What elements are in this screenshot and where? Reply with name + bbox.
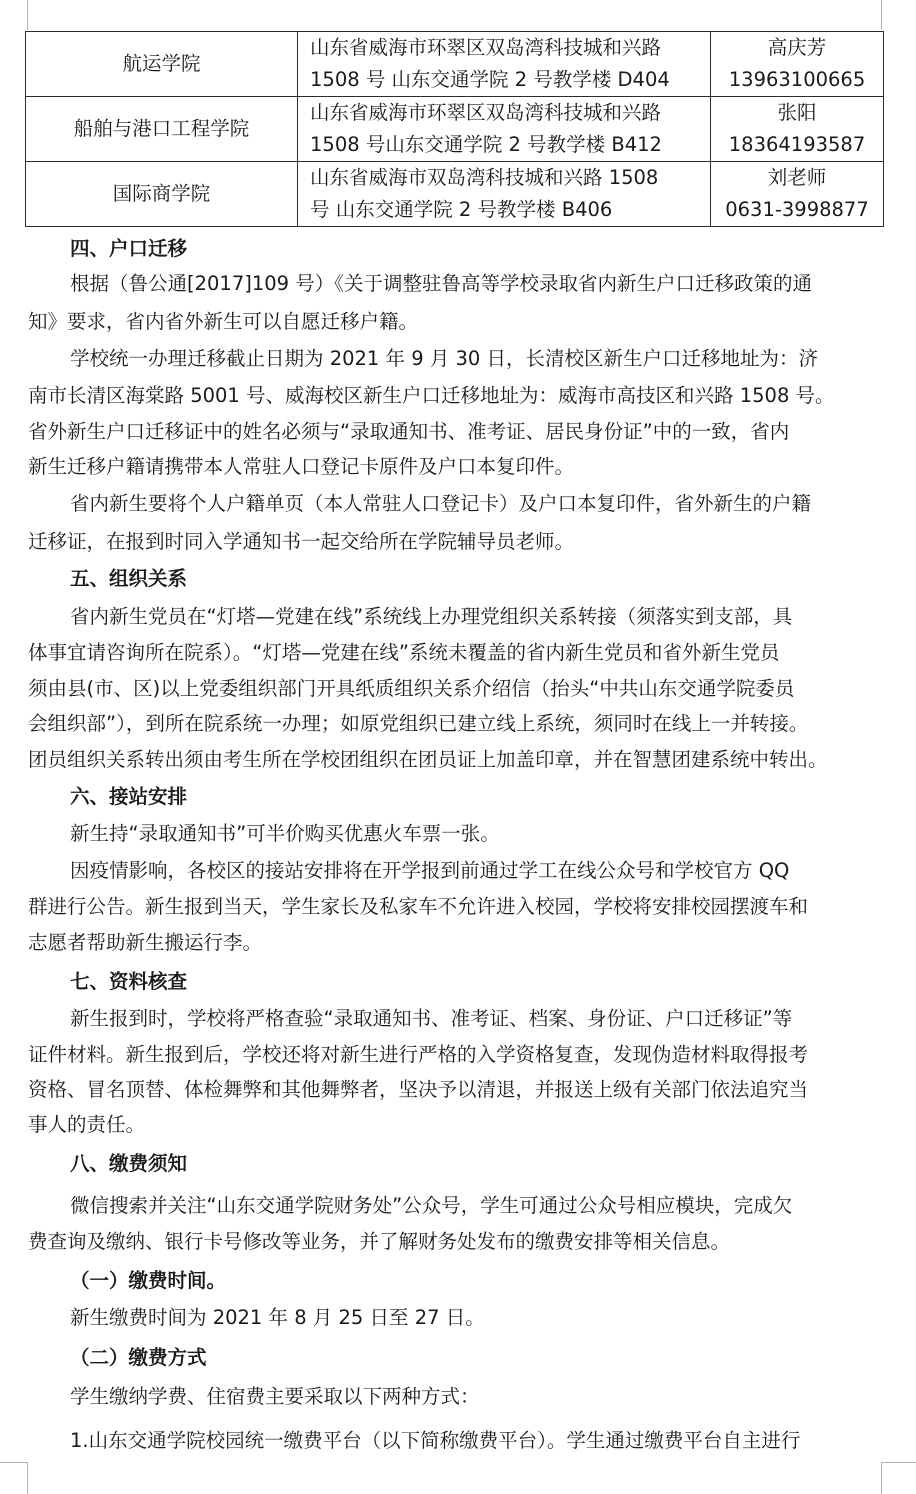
paragraph-line: 因疫情影响，各校区的接站安排将在开学报到前通过学工在线公众号和学校官方 QQ [70,859,790,882]
contact-table [25,31,884,227]
address-line: 山东省威海市双岛湾科技城和兴路 1508 [310,166,659,189]
paragraph-line: 微信搜索并关注“山东交通学院财务处”公众号，学生可通过公众号相应模块，完成欠 [70,1194,793,1217]
paragraph-line: 学生缴纳学费、住宿费主要采取以下两种方式： [70,1385,480,1408]
contact-cell [711,97,884,162]
contact-name: 刘老师 [767,166,827,189]
contact-cell [711,162,884,227]
address-line: 1508 号 山东交通学院 2 号教学楼 D404 [310,68,670,91]
crop-mark-bottom-left-v [27,1462,28,1494]
crop-mark-top-left-v [27,0,28,30]
paragraph-line: 省外新生户口迁移证中的姓名必须与“录取通知书、准考证、居民身份证”中的一致，省内 [28,420,790,443]
paragraph-line: 省内新生要将个人户籍单页（本人常驻人口登记卡）及户口本复印件，省外新生的户籍 [70,492,812,515]
contact-name: 高庆芳 [767,36,827,59]
crop-mark-top-right-v [881,0,882,30]
paragraph-line: 志愿者帮助新生搬运行李。 [28,931,263,954]
paragraph-line: 南市长清区海棠路 5001 号、威海校区新生户口迁移地址为：威海市高技区和兴路 1508 号。 [28,384,835,407]
college-cell: 船舶与港口工程学院 [26,97,298,162]
address-line: 山东省威海市环翠区双岛湾科技城和兴路 [310,101,662,124]
section-heading: 五、组织关系 [70,567,188,590]
address-cell [298,162,711,227]
paragraph-line: 根据（鲁公通[2017]109 号）《关于调整驻鲁高等学校录取省内新生户口迁移政策的通 [70,272,813,295]
paragraph-line: 新生持“录取通知书”可半价购买优惠火车票一张。 [70,822,500,845]
address-line: 号 山东交通学院 2 号教学楼 B406 [310,198,613,221]
address-cell [298,97,711,162]
contact-phone: 18364193587 [728,133,866,156]
crop-mark-bottom-right-v [881,1462,882,1494]
contact-phone: 13963100665 [728,68,866,91]
section-heading: 八、缴费须知 [70,1152,188,1175]
paragraph-line: 证件材料。新生报到后，学校还将对新生进行严格的入学资格复查，发现伪造材料取得报考 [28,1043,809,1066]
section-heading: （二）缴费方式 [70,1346,207,1369]
section-heading: （一）缴费时间。 [70,1269,227,1292]
paragraph-line: 新生缴费时间为 2021 年 8 月 25 日至 27 日。 [70,1306,485,1329]
paragraph-line: 1.山东交通学院校园统一缴费平台（以下简称缴费平台）。学生通过缴费平台自主进行 [70,1429,801,1452]
section-heading: 七、资料核查 [70,970,188,993]
paragraph-line: 知》要求，省内省外新生可以自愿迁移户籍。 [28,310,419,333]
crop-mark-bottom-right-h [881,1462,916,1463]
address-cell [298,32,711,97]
section-heading: 六、接站安排 [70,785,188,808]
table-row [26,97,884,162]
paragraph-line: 新生迁移户籍请携带本人常驻人口登记卡原件及户口本复印件。 [28,455,575,478]
contact-name: 张阳 [777,101,817,124]
paragraph-line: 团员组织关系转出须由考生所在学校团组织在团员证上加盖印章，并在智慧团建系统中转出。 [28,748,828,771]
section-heading: 四、户口迁移 [70,237,188,260]
paragraph-line: 学校统一办理迁移截止日期为 2021 年 9 月 30 日，长清校区新生户口迁移地址为：济 [70,347,819,370]
college-cell: 航运学院 [26,32,298,97]
address-line: 山东省威海市环翠区双岛湾科技城和兴路 [310,36,662,59]
paragraph-line: 群进行公告。新生报到当天，学生家长及私家车不允许进入校园，学校将安排校园摆渡车和 [28,895,809,918]
crop-mark-bottom-left-h [0,1462,28,1463]
paragraph-line: 体事宜请咨询所在院系）。“灯塔—党建在线”系统未覆盖的省内新生党员和省外新生党员 [28,641,780,664]
paragraph-line: 会组织部”），到所在院系统一办理；如原党组织已建立线上系统，须同时在线上一并转接。 [28,712,809,735]
paragraph-line: 省内新生党员在“灯塔—党建在线”系统线上办理党组织关系转接（须落实到支部，具 [70,605,793,628]
table-row [26,32,884,97]
paragraph-line: 资格、冒名顶替、体检舞弊和其他舞弊者，坚决予以清退，并报送上级有关部门依法追究当 [28,1078,809,1101]
contact-phone: 0631-3998877 [725,198,869,221]
paragraph-line: 费查询及缴纳、银行卡号修改等业务，并了解财务处发布的缴费安排等相关信息。 [28,1230,731,1253]
address-line: 1508 号山东交通学院 2 号教学楼 B412 [310,133,662,156]
paragraph-line: 迁移证，在报到时同入学通知书一起交给所在学院辅导员老师。 [28,530,575,553]
paragraph-line: 须由县(市、区)以上党委组织部门开具纸质组织关系介绍信（抬头“中共山东交通学院委员 [28,677,795,700]
paragraph-line: 新生报到时，学校将严格查验“录取通知书、准考证、档案、身份证、户口迁移证”等 [70,1007,793,1030]
table-row [26,162,884,227]
college-cell: 国际商学院 [26,162,298,227]
contact-cell [711,32,884,97]
paragraph-line: 事人的责任。 [28,1113,146,1136]
